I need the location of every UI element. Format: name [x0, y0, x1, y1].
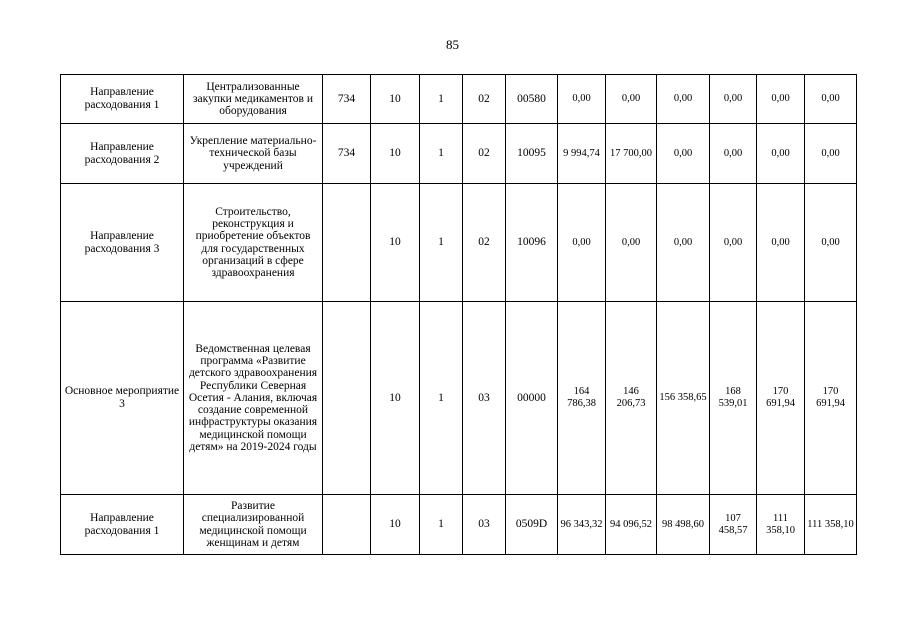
grbs-code — [323, 302, 371, 495]
amount-cell: 0,00 — [805, 184, 857, 302]
amount-cell: 0,00 — [757, 124, 805, 184]
amount-cell: 156 358,65 — [657, 302, 710, 495]
subprogram-code: 1 — [420, 495, 463, 555]
grbs-code: 734 — [323, 124, 371, 184]
amount-cell: 9 994,74 — [558, 124, 606, 184]
section-code: 10 — [371, 184, 420, 302]
table-row — [61, 495, 857, 555]
row-description: Ведомственная целевая программа «Развитие детского здравоохранения Республики Северная Осетия - Алания, включая создание современной инфраструктуры оказания медицинской помощи детям» на 2019-2024 годы — [184, 302, 323, 495]
amount-cell: 170 691,94 — [805, 302, 857, 495]
measure-code: 02 — [463, 124, 506, 184]
amount-cell: 0,00 — [558, 184, 606, 302]
amount-cell: 111 358,10 — [805, 495, 857, 555]
row-name: Направление расходования 2 — [61, 124, 184, 184]
amount-cell: 0,00 — [606, 184, 657, 302]
amount-cell: 94 096,52 — [606, 495, 657, 555]
amount-cell: 0,00 — [805, 75, 857, 124]
table-row — [61, 75, 857, 124]
expense-code: 00580 — [506, 75, 558, 124]
expense-code: 0509D — [506, 495, 558, 555]
measure-code: 02 — [463, 75, 506, 124]
section-code: 10 — [371, 75, 420, 124]
subprogram-code: 1 — [420, 302, 463, 495]
amount-cell: 146 206,73 — [606, 302, 657, 495]
section-code: 10 — [371, 124, 420, 184]
grbs-code: 734 — [323, 75, 371, 124]
subprogram-code: 1 — [420, 75, 463, 124]
amount-cell: 111 358,10 — [757, 495, 805, 555]
section-code: 10 — [371, 302, 420, 495]
budget-table — [60, 74, 857, 555]
expense-code: 00000 — [506, 302, 558, 495]
amount-cell: 0,00 — [558, 75, 606, 124]
amount-cell: 0,00 — [657, 75, 710, 124]
expense-code: 10095 — [506, 124, 558, 184]
expense-code: 10096 — [506, 184, 558, 302]
amount-cell: 170 691,94 — [757, 302, 805, 495]
amount-cell: 0,00 — [710, 184, 757, 302]
amount-cell: 0,00 — [657, 124, 710, 184]
measure-code: 02 — [463, 184, 506, 302]
amount-cell: 0,00 — [710, 124, 757, 184]
subprogram-code: 1 — [420, 184, 463, 302]
row-name: Направление расходования 1 — [61, 495, 184, 555]
row-description: Строительство, реконструкция и приобретение объектов для государственных организаций в сфере здравоохранения — [184, 184, 323, 302]
table-row — [61, 302, 857, 495]
amount-cell: 96 343,32 — [558, 495, 606, 555]
row-description: Развитие специализированной медицинской помощи женщинам и детям — [184, 495, 323, 555]
amount-cell: 164 786,38 — [558, 302, 606, 495]
grbs-code — [323, 495, 371, 555]
measure-code: 03 — [463, 302, 506, 495]
amount-cell: 0,00 — [606, 75, 657, 124]
table-row — [61, 124, 857, 184]
amount-cell: 168 539,01 — [710, 302, 757, 495]
grbs-code — [323, 184, 371, 302]
row-description: Укрепление материально-технической базы учреждений — [184, 124, 323, 184]
amount-cell: 98 498,60 — [657, 495, 710, 555]
amount-cell: 0,00 — [657, 184, 710, 302]
subprogram-code: 1 — [420, 124, 463, 184]
table-row — [61, 184, 857, 302]
amount-cell: 107 458,57 — [710, 495, 757, 555]
amount-cell: 0,00 — [757, 184, 805, 302]
row-name: Направление расходования 3 — [61, 184, 184, 302]
section-code: 10 — [371, 495, 420, 555]
amount-cell: 17 700,00 — [606, 124, 657, 184]
row-name: Направление расходования 1 — [61, 75, 184, 124]
row-description: Централизованные закупки медикаментов и оборудования — [184, 75, 323, 124]
page-number: 85 — [446, 37, 459, 52]
amount-cell: 0,00 — [757, 75, 805, 124]
row-name: Основное мероприятие 3 — [61, 302, 184, 495]
amount-cell: 0,00 — [710, 75, 757, 124]
measure-code: 03 — [463, 495, 506, 555]
amount-cell: 0,00 — [805, 124, 857, 184]
